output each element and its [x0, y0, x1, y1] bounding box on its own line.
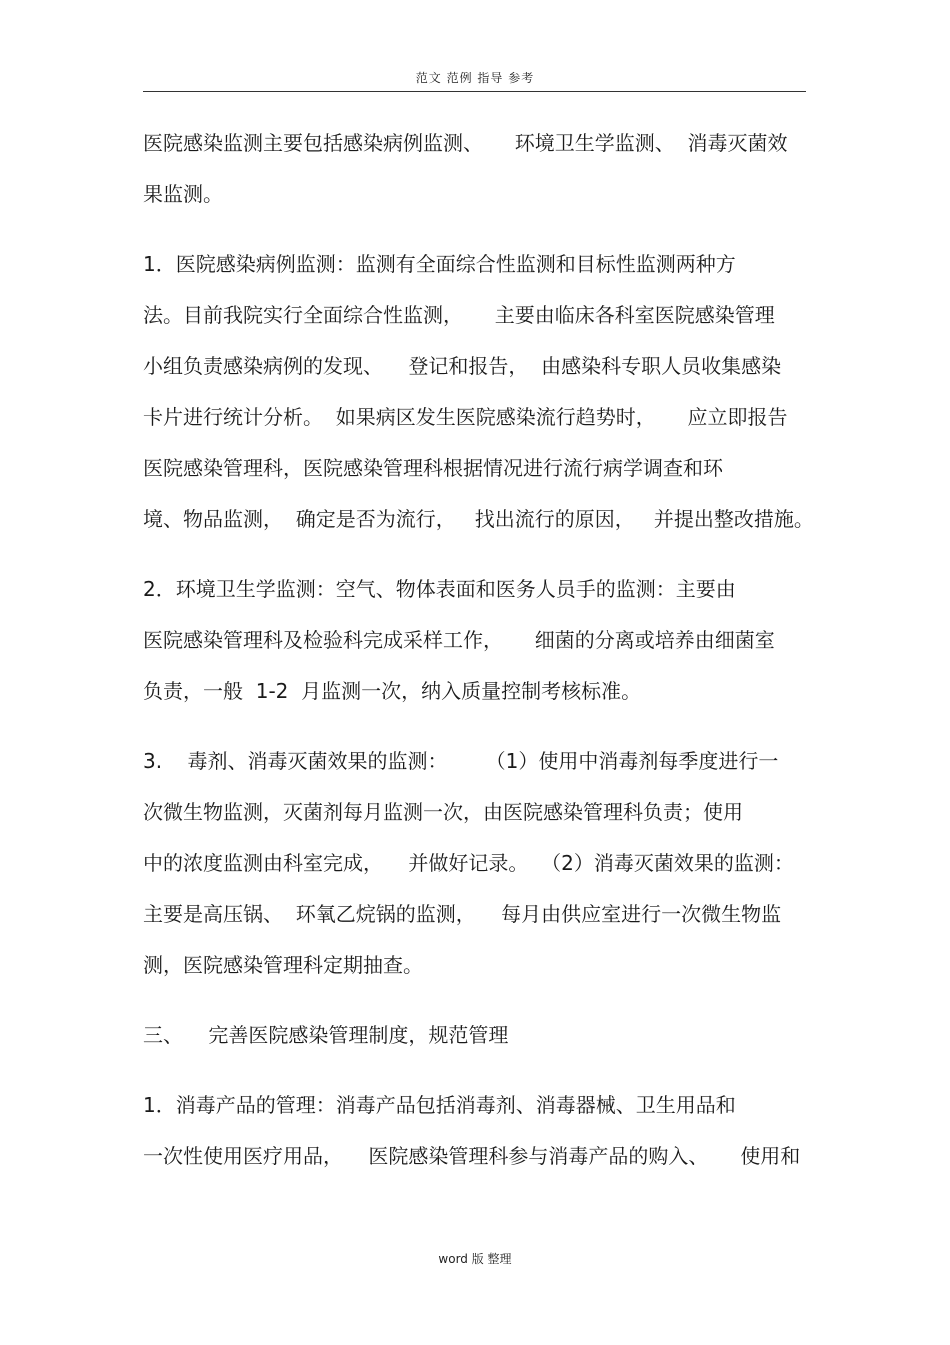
text-line: 1．医院感染病例监测：监测有全面综合性监测和目标性监测两种方: [143, 252, 736, 276]
page-footer: word 版 整理: [438, 1252, 512, 1266]
header-divider: [143, 91, 806, 92]
paragraph-intro: [143, 118, 813, 220]
text-line: 测，医院感染管理科定期抽查。: [143, 953, 423, 977]
section-heading: [143, 1010, 813, 1061]
document-body: [143, 118, 813, 1182]
paragraph-disinfection-monitoring: [143, 736, 813, 991]
page-header: 范文 范例 指导 参考: [415, 71, 535, 85]
text-line: 中的浓度监测由科室完成， 并做好记录。 （2）消毒灭菌效果的监测：: [143, 851, 794, 875]
text-line: 医院感染管理科，医院感染管理科根据情况进行流行病学调查和环: [143, 456, 723, 480]
text-line: 医院感染监测主要包括感染病例监测、 环境卫生学监测、 消毒灭菌效: [143, 131, 788, 155]
text-line: 卡片进行统计分析。 如果病区发生医院感染流行趋势时， 应立即报告: [143, 405, 788, 429]
text-line: 果监测。: [143, 182, 223, 206]
text-line: 次微生物监测，灭菌剂每月监测一次，由医院感染管理科负责；使用: [143, 800, 743, 824]
text-line: 负责，一般 1-2 月监测一次，纳入质量控制考核标准。: [143, 679, 642, 703]
text-line: 小组负责感染病例的发现、 登记和报告， 由感染科专职人员收集感染: [143, 354, 782, 378]
paragraph-environment-monitoring: [143, 564, 813, 717]
text-line: 3. 毒剂、消毒灭菌效果的监测： （1）使用中消毒剂每季度进行一: [143, 749, 779, 773]
text-line: 医院感染管理科及检验科完成采样工作， 细菌的分离或培养由细菌室: [143, 628, 775, 652]
text-line: 法。目前我院实行全面综合性监测， 主要由临床各科室医院感染管理: [143, 303, 775, 327]
text-line: 2．环境卫生学监测：空气、物体表面和医务人员手的监测：主要由: [143, 577, 736, 601]
text-line: 境、物品监测， 确定是否为流行， 找出流行的原因， 并提出整改措施。: [143, 507, 814, 531]
paragraph-case-monitoring: [143, 239, 813, 545]
text-line: 三、 完善医院感染管理制度，规范管理: [143, 1023, 509, 1047]
text-line: 1．消毒产品的管理：消毒产品包括消毒剂、消毒器械、卫生用品和: [143, 1093, 736, 1117]
paragraph-product-management: [143, 1080, 813, 1182]
text-line: 主要是高压锅、 环氧乙烷锅的监测， 每月由供应室进行一次微生物监: [143, 902, 782, 926]
text-line: 一次性使用医疗用品， 医院感染管理科参与消毒产品的购入、 使用和: [143, 1144, 801, 1168]
